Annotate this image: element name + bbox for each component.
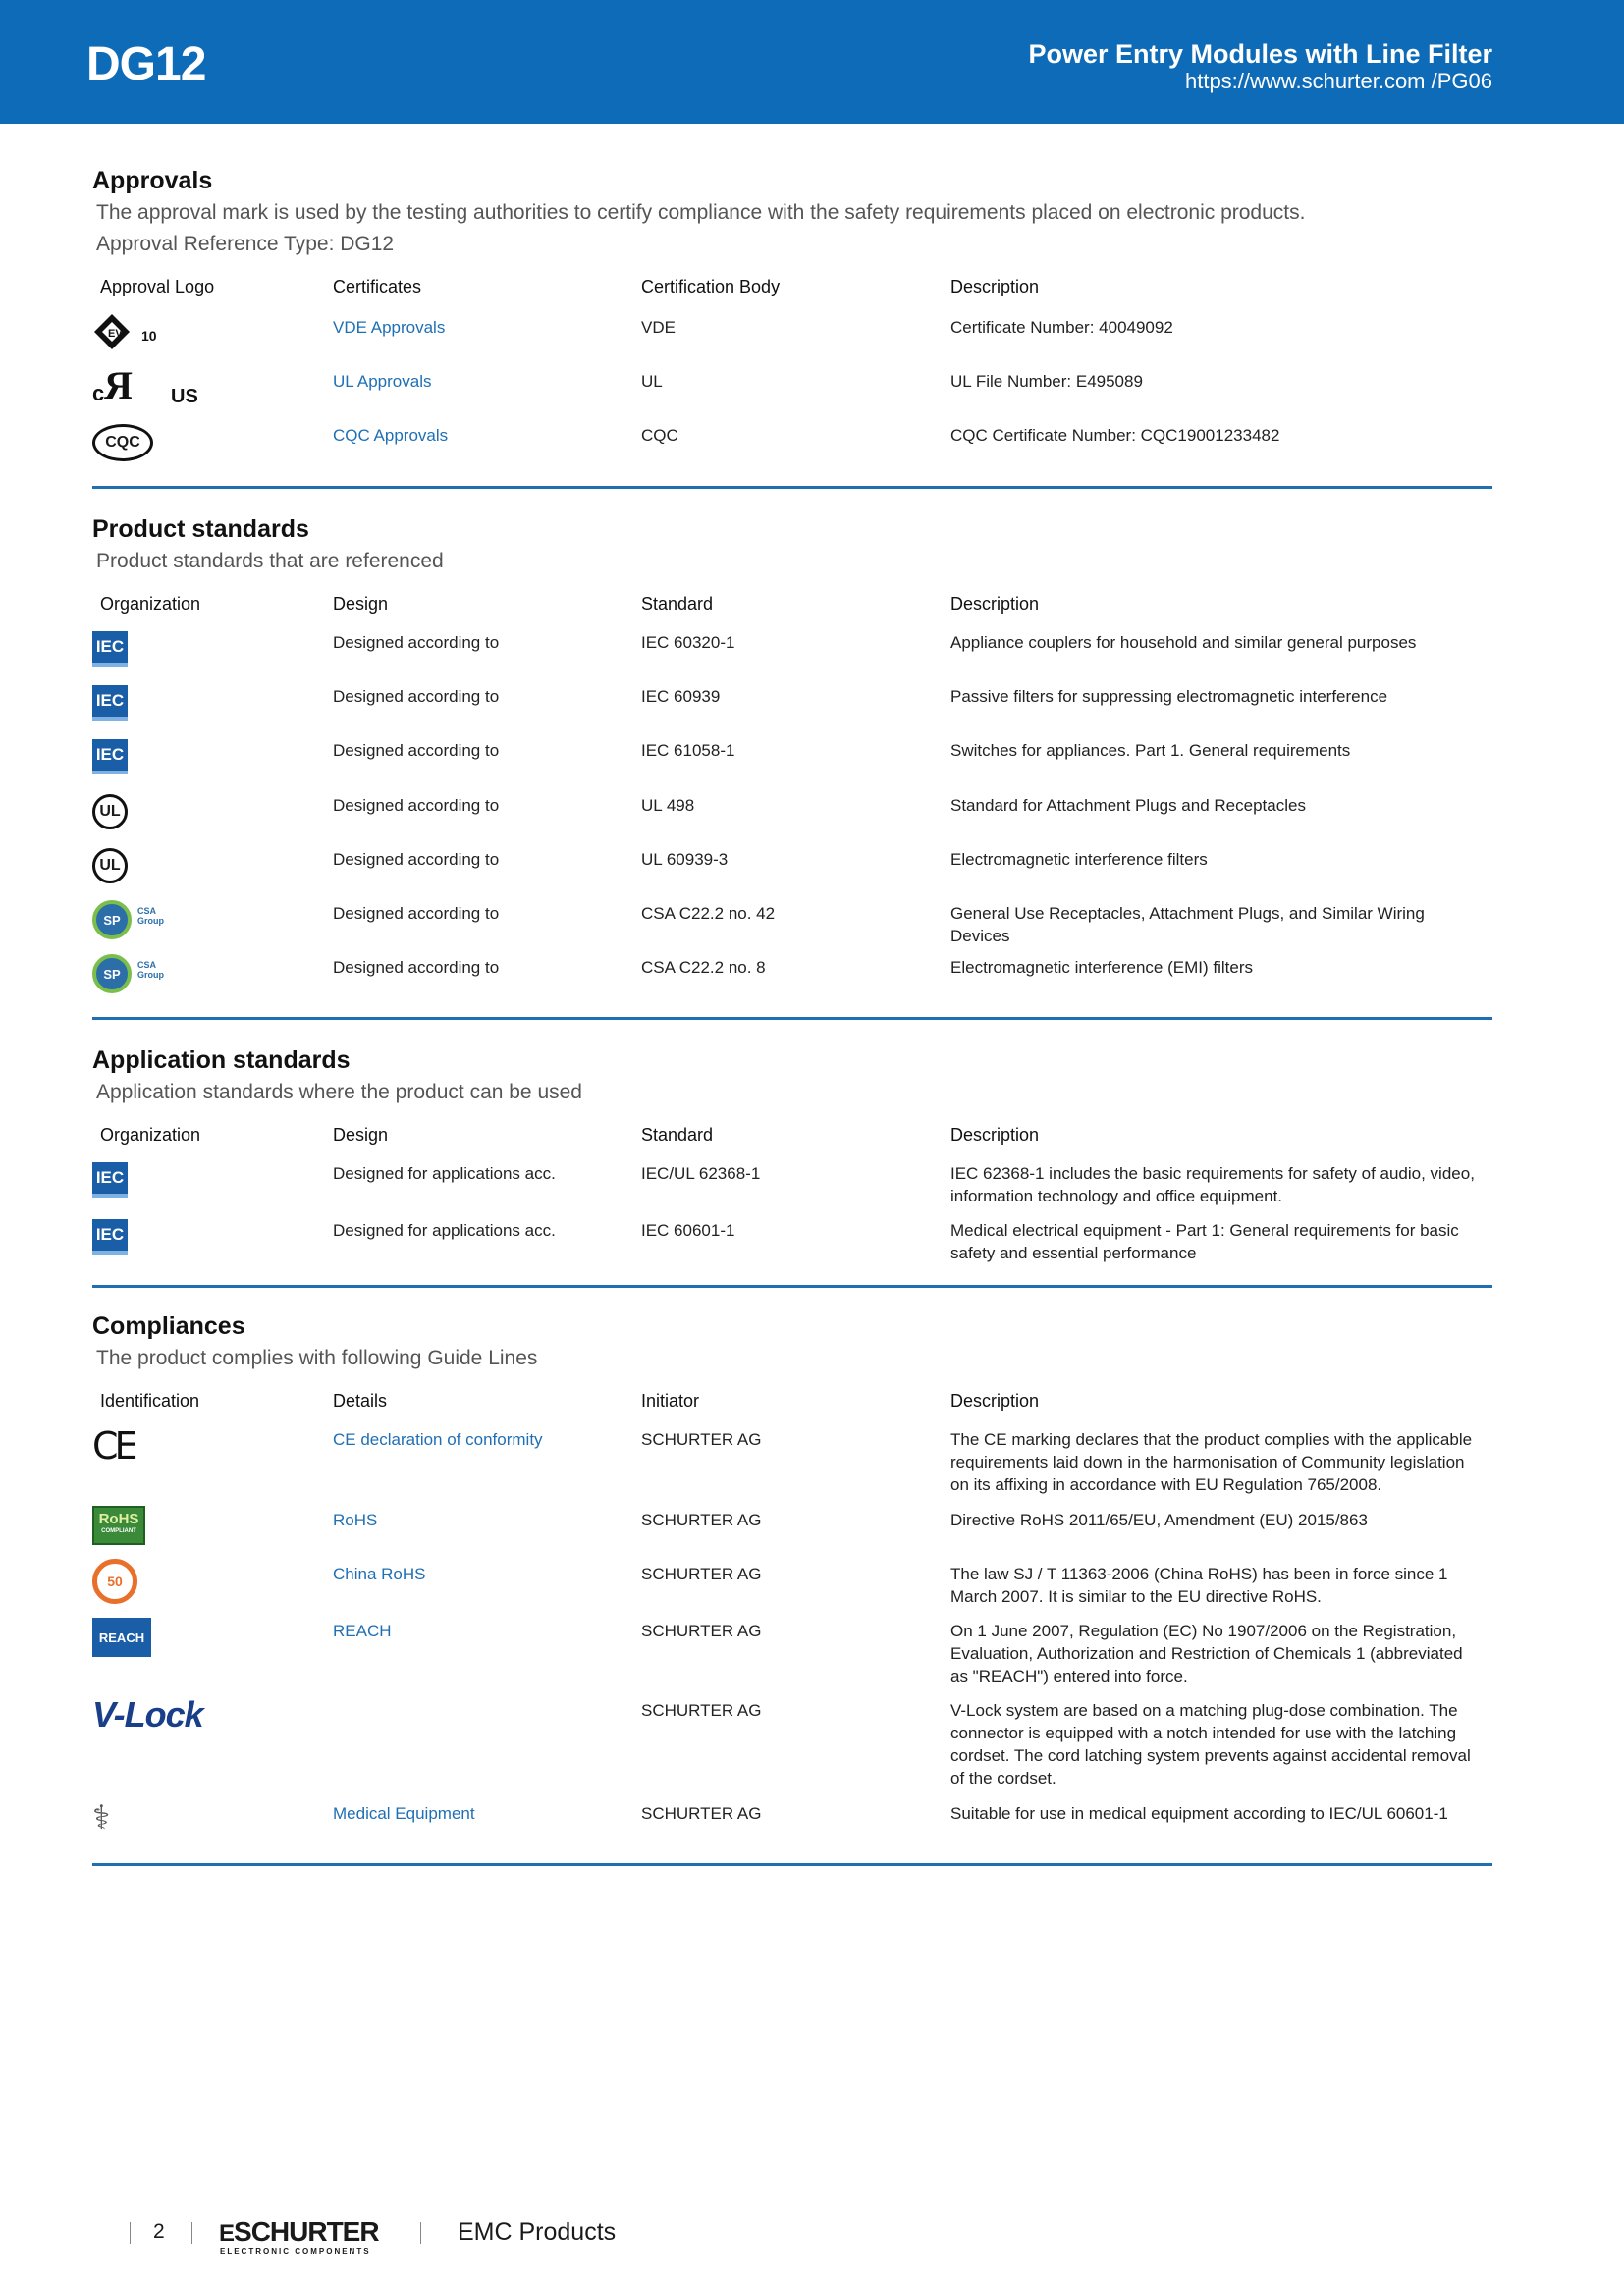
description: V-Lock system are based on a matching plug-dose combination. The connector is equipped with a notch intended for use with the latching cordset. The cord latching system prevents against accidental removal of the cordset. xyxy=(950,1701,1471,1788)
standard: IEC 60320-1 xyxy=(641,633,735,652)
vde-logo-icon xyxy=(92,310,163,356)
ul-approvals-link[interactable]: UL Approvals xyxy=(333,372,432,391)
schurter-logo: ESCHURTER xyxy=(219,2216,379,2247)
v-lock-logo-icon: V-Lock xyxy=(92,1694,203,1735)
section-title: Approvals xyxy=(92,167,213,194)
design: Designed according to xyxy=(333,741,500,760)
col-header: Design xyxy=(333,594,389,614)
design: Designed according to xyxy=(333,796,500,815)
description: Standard for Attachment Plugs and Receptacles xyxy=(950,796,1306,815)
iec-logo-icon: IEC xyxy=(92,685,128,721)
standard: IEC/UL 62368-1 xyxy=(641,1164,761,1183)
reach-logo-icon: REACH xyxy=(92,1618,151,1657)
ul-logo-icon: UL xyxy=(92,794,128,829)
col-header: Identification xyxy=(100,1391,200,1411)
medical-caduceus-icon: ⚕ xyxy=(92,1799,111,1837)
cqc-logo-icon: CQC xyxy=(92,424,153,461)
initiator: SCHURTER AG xyxy=(641,1701,762,1720)
description: Suitable for use in medical equipment according to IEC/UL 60601-1 xyxy=(950,1804,1448,1823)
section-title: Compliances xyxy=(92,1312,245,1340)
col-header: Certification Body xyxy=(641,277,781,296)
svg-text:c: c xyxy=(92,381,105,405)
product-url[interactable]: https://www.schurter.com /PG06 xyxy=(1184,69,1492,93)
col-header: Organization xyxy=(100,594,201,614)
page-header xyxy=(0,0,1624,124)
iec-logo-icon: IEC xyxy=(92,1219,128,1255)
reach-link[interactable]: REACH xyxy=(333,1622,392,1640)
standard: IEC 61058-1 xyxy=(641,741,735,760)
iec-logo-icon: IEC xyxy=(92,1162,128,1198)
description: On 1 June 2007, Regulation (EC) No 1907/2006 on the Registration, Evaluation, Authorization and Restriction of Chemicals 1 (abbreviated as "REACH") entered into force. xyxy=(950,1622,1463,1685)
application-standards-section xyxy=(92,1046,1492,1262)
col-header: Certificates xyxy=(333,277,422,296)
approvals-section xyxy=(92,167,1492,451)
cert-body: UL xyxy=(641,372,663,391)
csa-logo-icon: SP CSA Group xyxy=(92,952,171,995)
description: Medical electrical equipment - Part 1: General requirements for basic safety and essential performance xyxy=(950,1221,1459,1262)
description: Electromagnetic interference (EMI) filters xyxy=(950,958,1253,977)
description: IEC 62368-1 includes the basic requirements for safety of audio, video, information technology and office equipment. xyxy=(950,1164,1475,1205)
page-number: 2 xyxy=(153,2220,165,2243)
medical-equipment-link[interactable]: Medical Equipment xyxy=(333,1804,475,1823)
description: General Use Receptacles, Attachment Plugs, and Similar Wiring Devices xyxy=(950,904,1425,945)
footer-separator xyxy=(191,2222,192,2244)
description: The CE marking declares that the product complies with the applicable requirements laid down in the harmonisation of Community legislation on its affixing in accordance with EU Regulation 765/2008. xyxy=(950,1430,1473,1494)
product-category: EMC Products xyxy=(458,2218,617,2246)
section-divider xyxy=(92,486,1492,489)
footer-separator xyxy=(420,2222,421,2244)
cert-description: Certificate Number: 40049092 xyxy=(950,318,1173,337)
initiator: SCHURTER AG xyxy=(641,1511,762,1529)
description: Passive filters for suppressing electromagnetic interference xyxy=(950,687,1388,706)
section-divider xyxy=(92,1863,1492,1866)
cert-description: CQC Certificate Number: CQC19001233482 xyxy=(950,426,1280,445)
svg-text:US: US xyxy=(171,386,198,406)
standard: CSA C22.2 no. 8 xyxy=(641,958,766,977)
design: Designed for applications acc. xyxy=(333,1221,556,1240)
col-header: Description xyxy=(950,1391,1040,1411)
design: Designed according to xyxy=(333,633,500,652)
initiator: SCHURTER AG xyxy=(641,1804,762,1823)
ul-logo-icon: UL xyxy=(92,848,128,883)
product-family-title: Power Entry Modules with Line Filter xyxy=(1028,39,1492,69)
model-title: DG12 xyxy=(86,38,206,90)
china-rohs-link[interactable]: China RoHS xyxy=(333,1565,426,1583)
design: Designed according to xyxy=(333,687,500,706)
design: Designed according to xyxy=(333,958,500,977)
iec-logo-icon: IEC xyxy=(92,631,128,667)
standard: IEC 60939 xyxy=(641,687,721,706)
initiator: SCHURTER AG xyxy=(641,1565,762,1583)
ce-declaration-link[interactable]: CE declaration of conformity xyxy=(333,1430,543,1449)
col-header: Description xyxy=(950,277,1040,296)
section-divider xyxy=(92,1017,1492,1020)
section-title: Product standards xyxy=(92,515,309,543)
col-header: Design xyxy=(333,1125,389,1145)
standard: CSA C22.2 no. 42 xyxy=(641,904,776,923)
col-header: Organization xyxy=(100,1125,201,1145)
china-rohs-logo-icon: 50 xyxy=(92,1559,137,1604)
page-footer xyxy=(126,2216,813,2256)
description: The law SJ / T 11363-2006 (China RoHS) has been in force since 1 March 2007. It is similar to the EU directive RoHS. xyxy=(950,1565,1448,1606)
rohs-link[interactable]: RoHS xyxy=(333,1511,378,1529)
compliances-section xyxy=(92,1312,1492,1837)
section-subtitle: The approval mark is used by the testing authorities to certify compliance with the safety requirements placed on electronic products. xyxy=(96,201,1306,224)
product-standards-section xyxy=(92,515,1492,982)
initiator: SCHURTER AG xyxy=(641,1430,762,1449)
cert-description: UL File Number: E495089 xyxy=(950,372,1143,391)
initiator: SCHURTER AG xyxy=(641,1622,762,1640)
design: Designed according to xyxy=(333,850,500,869)
col-header: Standard xyxy=(641,594,714,614)
standard: UL 60939-3 xyxy=(641,850,729,869)
design: Designed for applications acc. xyxy=(333,1164,556,1183)
section-subtitle: The product complies with following Guide Lines xyxy=(96,1347,538,1369)
csa-logo-icon: SP CSA Group xyxy=(92,898,171,941)
section-subtitle: Application standards where the product can be used xyxy=(96,1081,582,1103)
approval-reference: Approval Reference Type: DG12 xyxy=(96,233,395,255)
design: Designed according to xyxy=(333,904,500,923)
standard: UL 498 xyxy=(641,796,695,815)
col-header: Description xyxy=(950,594,1040,614)
col-header: Standard xyxy=(641,1125,714,1145)
footer-separator xyxy=(130,2222,131,2244)
description: Directive RoHS 2011/65/EU, Amendment (EU) 2015/863 xyxy=(950,1511,1368,1529)
svg-text:10: 10 xyxy=(141,328,157,344)
description: Appliance couplers for household and similar general purposes xyxy=(950,633,1417,652)
section-title: Application standards xyxy=(92,1046,351,1074)
ce-mark-icon: CE xyxy=(92,1424,135,1468)
cqc-approvals-link[interactable]: CQC Approvals xyxy=(333,426,449,445)
cert-body: VDE xyxy=(641,318,676,337)
description: Switches for appliances. Part 1. General requirements xyxy=(950,741,1351,760)
vde-approvals-link[interactable]: VDE Approvals xyxy=(333,318,446,337)
col-header: Details xyxy=(333,1391,388,1411)
col-header: Approval Logo xyxy=(100,277,215,296)
cert-body: CQC xyxy=(641,426,678,445)
col-header: Initiator xyxy=(641,1391,700,1411)
schurter-logo-tagline: ELECTRONIC COMPONENTS xyxy=(220,2247,371,2256)
section-subtitle: Product standards that are referenced xyxy=(96,550,444,572)
culus-logo-icon xyxy=(92,359,200,411)
rohs-logo-icon: RoHS COMPLIANT xyxy=(92,1506,145,1545)
section-divider xyxy=(92,1285,1492,1288)
standard: IEC 60601-1 xyxy=(641,1221,735,1240)
description: Electromagnetic interference filters xyxy=(950,850,1208,869)
svg-text:EV: EV xyxy=(108,328,123,340)
iec-logo-icon: IEC xyxy=(92,739,128,774)
svg-text:Я: Я xyxy=(104,363,133,406)
col-header: Description xyxy=(950,1125,1040,1145)
